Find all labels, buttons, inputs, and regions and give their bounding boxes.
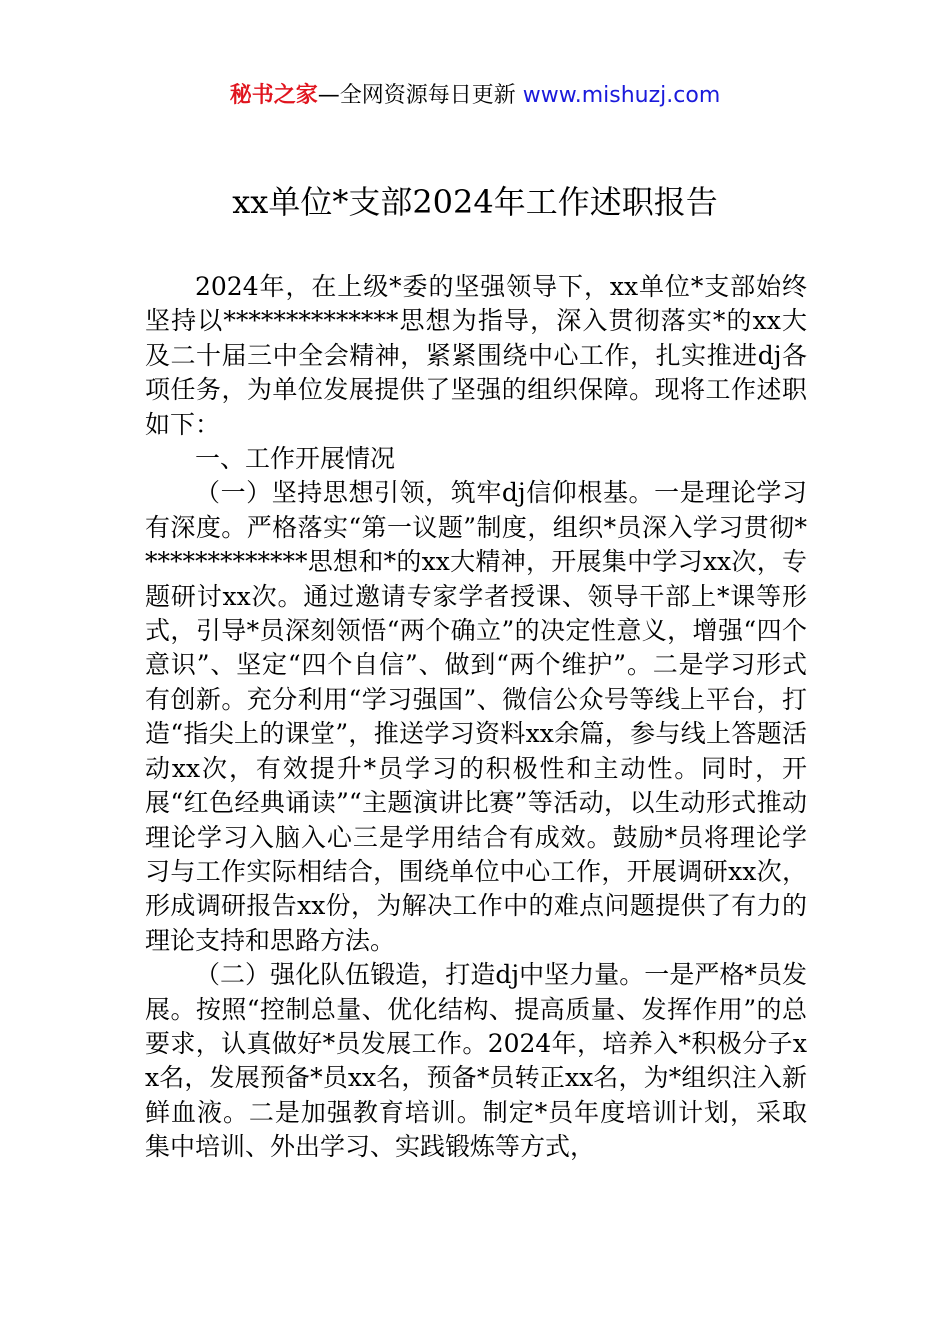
site-tagline: —全网资源每日更新 (317, 83, 516, 108)
document-title: xx单位*支部2024年工作述职报告 (232, 183, 718, 221)
intro-paragraph: 2024年，在上级*委的坚强领导下，xx单位*支部始终坚持以**************思想为指导，深入贯彻落实*的xx大及二十届三中全会精神，紧紧围绕中心工作，扎实推进dj各项任务，为单位发展提供了坚强的组织保障。现将工作述职如下： (145, 272, 807, 439)
site-url-link[interactable]: www.mishuzj.com (522, 83, 721, 108)
section-paragraph-ideology: （一）坚持思想引领，筑牢dj信仰根基。一是理论学习有深度。严格落实“第一议题”制度，组织*员深入学习贯彻**************思想和*的xx大精神，开展集中学习xx次，专题研讨xx次。通过邀请专家学者授课、领导干部上*课等形式，引导*员深刻领悟“两个确立”的决定性意义，增强“四个意识”、坚定“四个自信”、做到“两个维护”。二是学习形式有创新。充分利用“学习强国”、微信公众号等线上平台，打造“指尖上的课堂”，推送学习资料xx余篇，参与线上答题活动xx次，有效提升*员学习的积极性和主动性。同时，开展“红色经典诵读”“主题演讲比赛”等活动，以生动形式推动理论学习入脑入心三是学用结合有成效。鼓励*员将理论学习与工作实际相结合，围绕单位中心工作，开展调研xx次，形成调研报告xx份，为解决工作中的难点问题提供了有力的理论支持和思路方法。 (145, 478, 807, 955)
document-body (145, 270, 807, 1165)
section-heading-work-status: 一、工作开展情况 (195, 444, 396, 474)
site-brand-name: 秘书之家 (229, 83, 318, 108)
section-paragraph-team: （二）强化队伍锻造，打造dj中坚力量。一是严格*员发展。按照“控制总量、优化结构、提高质量、发挥作用”的总要求，认真做好*员发展工作。2024年，培养入*积极分子xx名，发展预备*员xx名，预备*员转正xx名，为*组织注入新鲜血液。二是加强教育培训。制定*员年度培训计划，采取集中培训、外出学习、实践锻炼等方式， (145, 960, 807, 1162)
site-watermark-header (0, 80, 950, 112)
